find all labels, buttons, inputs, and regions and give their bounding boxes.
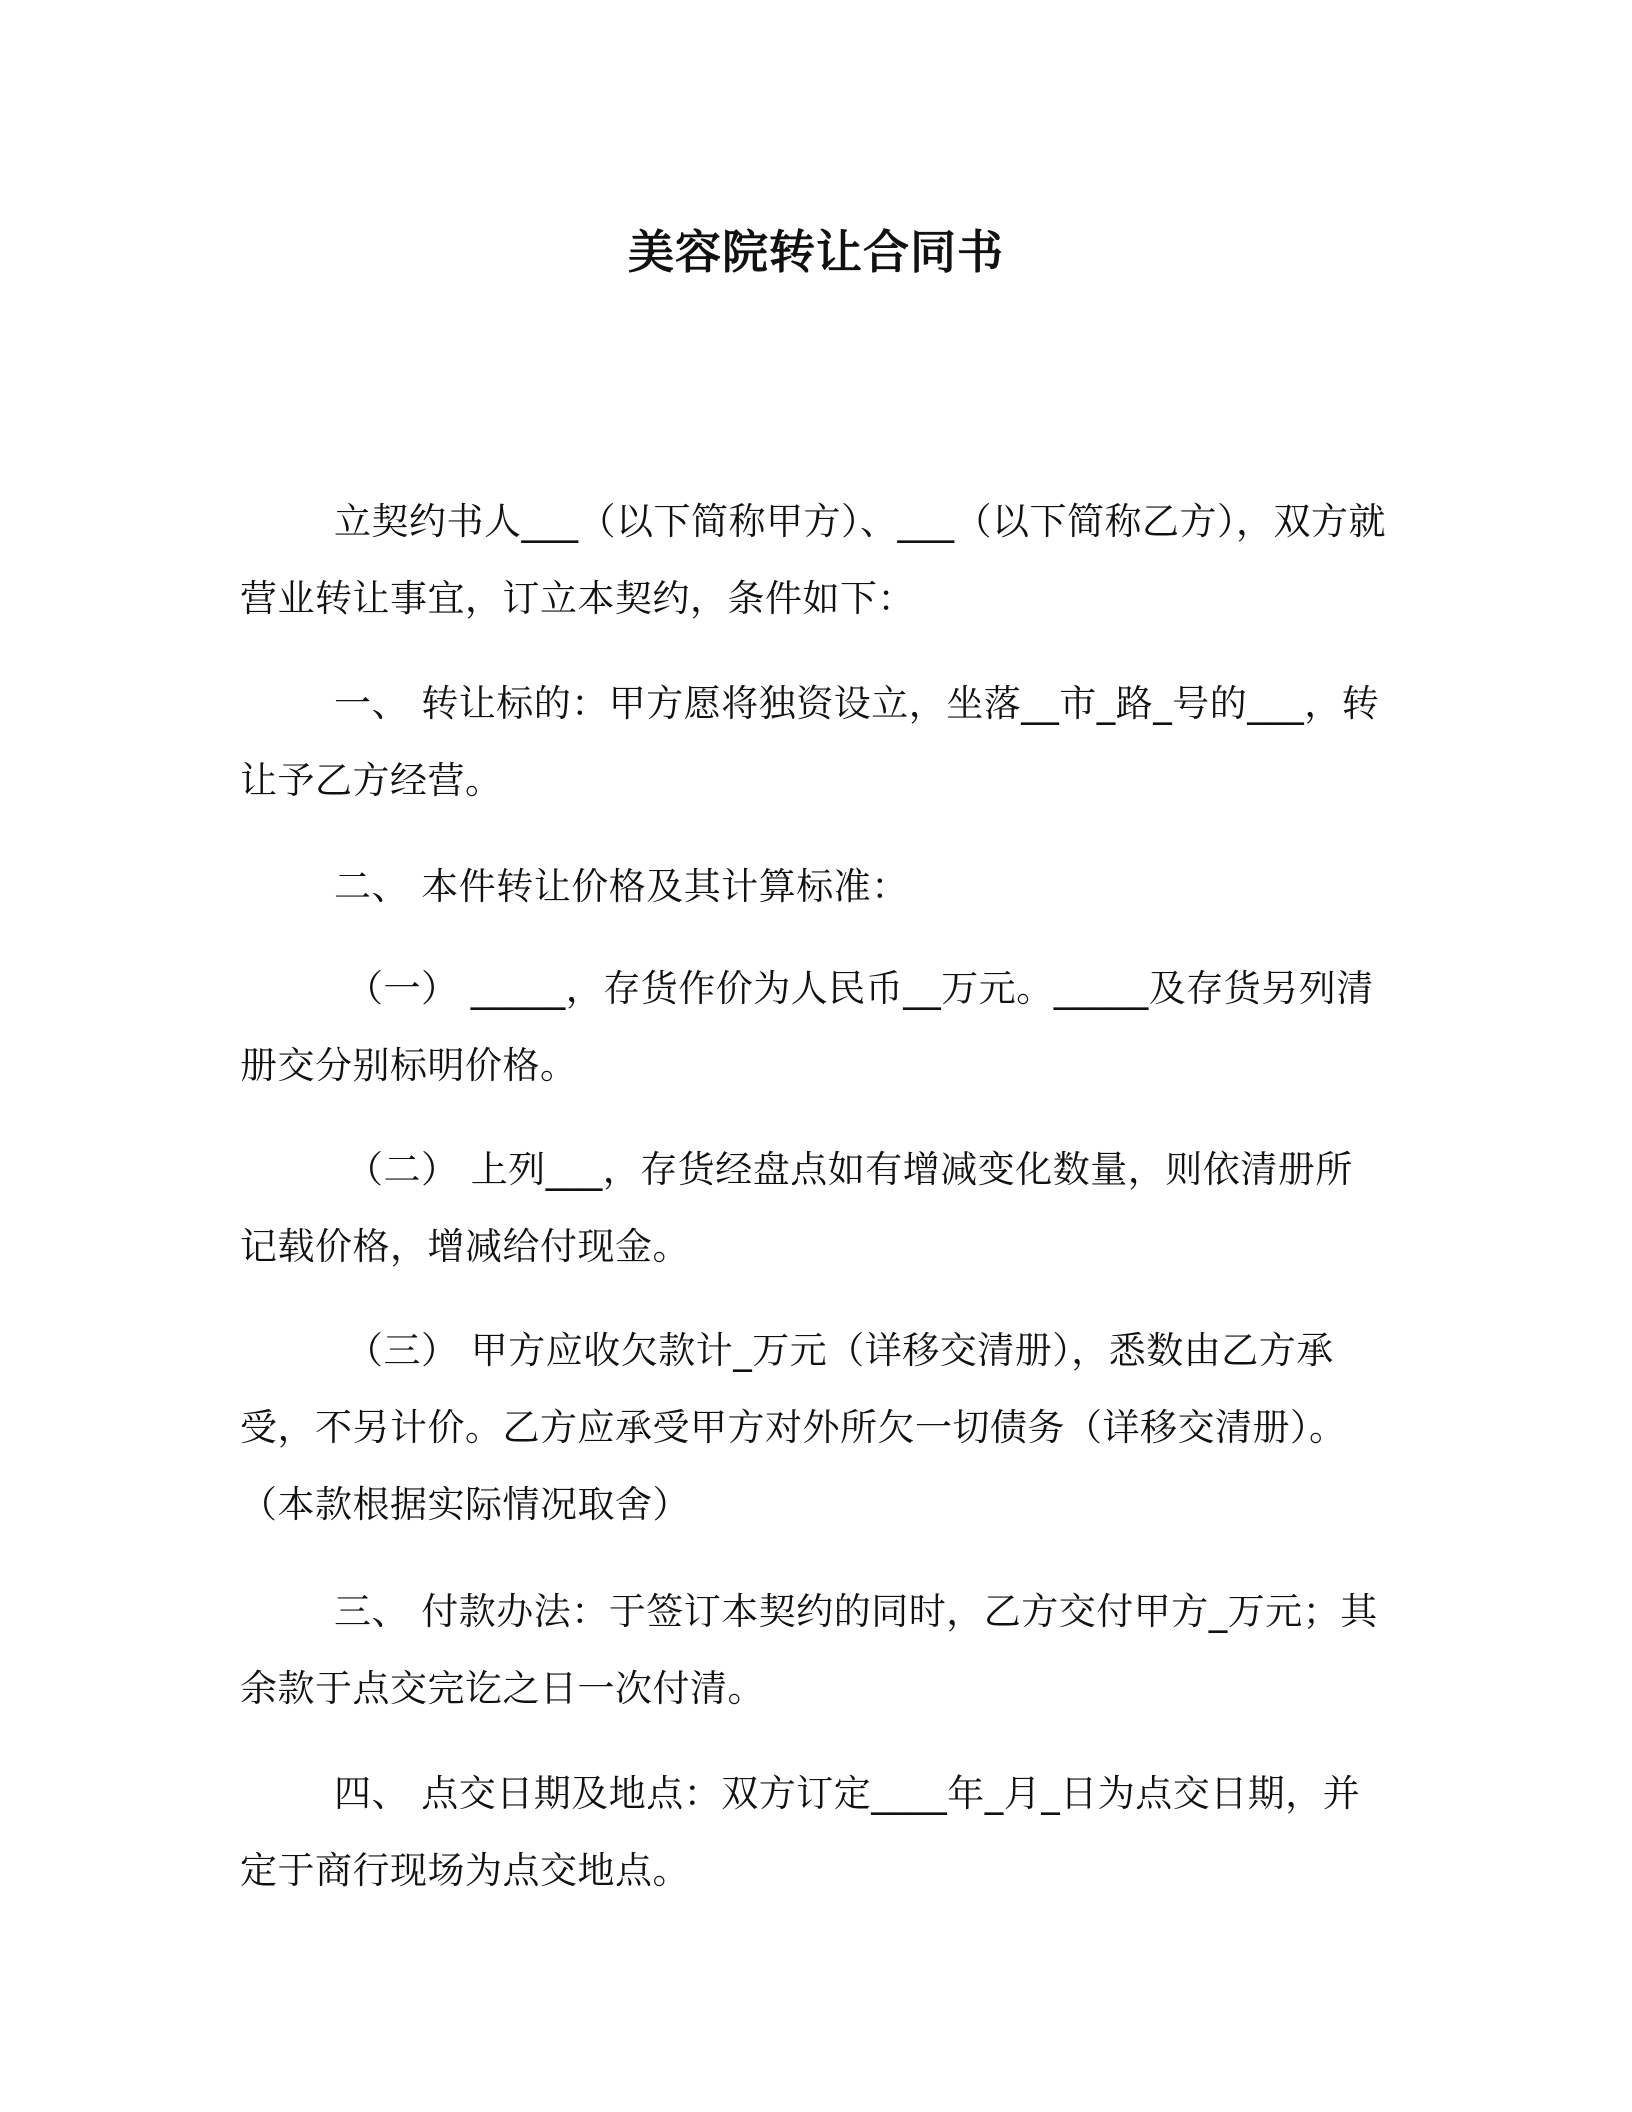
paragraph-clause-2-item-2: （二） 上列___，存货经盘点如有增减变化数量，则依清册所记载价格，增减给付现金。 [240,1148,1353,1268]
paragraph-clause-3-payment: 三、 付款办法：于签订本契约的同时，乙方交付甲方_万元；其余款于点交完讫之日一次付清。 [240,1590,1378,1710]
paragraph-clause-2-price: 二、 本件转让价格及其计算标准： [334,865,909,908]
paragraph-clause-1-subject: 一、 转让标的：甲方愿将独资设立，坐落__市_路_号的___，转让予乙方经营。 [240,682,1380,802]
paragraph-clause-2-item-3: （三） 甲方应收欠款计_万元（详移交清册），悉数由乙方承受，不另计价。乙方应承受甲方对外所欠一切债务（详移交清册）。（本款根据实际情况取舍） [240,1329,1347,1526]
paragraph-clause-2-item-1: （一） _____，存货作价为人民币__万元。_____及存货另列清册交分别标明价格。 [240,967,1374,1087]
paragraph-parties: 立契约书人___（以下简称甲方）、___（以下简称乙方），双方就营业转让事宜，订立本契约，条件如下： [240,500,1386,620]
document-title: 美容院转让合同书 [628,225,1004,279]
paragraph-clause-4-delivery: 四、 点交日期及地点：双方订定____年_月_日为点交日期，并定于商行现场为点交地点。 [240,1772,1361,1892]
